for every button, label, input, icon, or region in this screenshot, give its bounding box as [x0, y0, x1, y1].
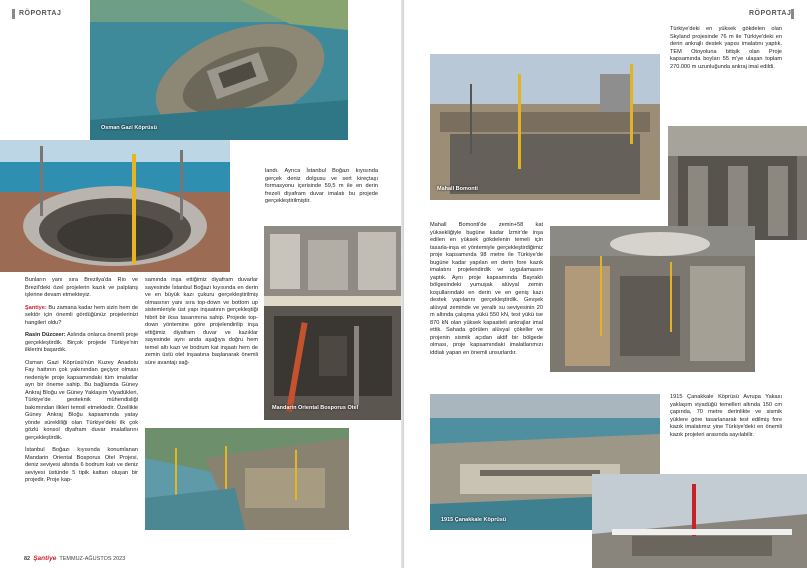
- answer: [25, 332, 138, 355]
- page-footer: [24, 555, 125, 562]
- right-page: [404, 0, 807, 568]
- caption-osman-gazi: Osman Gazi Köprüsü: [101, 125, 157, 131]
- paragraph: İstanbul Boğazı kıyısında konumlanan Mandarin Oriental Bosporus Otel Projesi, deniz seviyesi altında 6 bodrum katı ve deniz seviyesi üstünde 5 tipik kattan oluşan bir projedir. Proje kap-: [25, 447, 138, 483]
- photo-coastal-site: [145, 428, 349, 530]
- section-marker: [12, 9, 15, 19]
- photo-circular-excavation: [0, 140, 230, 272]
- article-column-2: samında inşa ettiğimiz diyafram duvarlar sayesinde İstanbul Boğazı kıyısında en derin ve en büyük kazı çukuru gerçekleştirilmiş olmasının yanı sıra top-down ve bottom up sistemleriyle üst yapı inşaatının gerçekleştiği hibrit bir iksa tasarımına sahip. Projede top-down yöntemine göre projelendirilip inşa ettiğimiz diyafram duvar ve kazıklar sayesinde aynı anda aşağıya doğru hem temel altı kazı ve bodrum kat inşaatı hem de zemin üstü otel inşaatına başlanarak önemli süre avantajı sağ-: [145, 277, 258, 366]
- page-number: 82: [24, 556, 31, 562]
- photo-skyland: [668, 126, 807, 240]
- question: [25, 305, 138, 328]
- article-column-1: [25, 277, 138, 490]
- issue-date: TEMMUZ-AĞUSTOS 2023: [59, 556, 126, 562]
- photo-mandarin-oriental: [264, 226, 402, 420]
- section-tag: RÖPORTAJ: [19, 10, 62, 17]
- answer-text: Aslında onlarca önemli proje gerçekleştirdik. Birçok projede Türkiye'nin ilklerini başardık.: [25, 332, 139, 353]
- section-tag: RÖPORTAJ: [749, 10, 792, 17]
- photo-bridge-closeup: [592, 474, 807, 568]
- article-mahall-text: Mahall Bomonti'de zemin+58 kat yüksekliğiyle bugüne kadar İzmir'de inşa edilen en yüksek gökdelenin temeli için tasarla-inşa et yöntemiyle gerçekleştirdiğimiz proje kapsamında 98 metre ile Türkiye'de bugüne kadar yapılan en derin fore kazık imalatını projelendirdik ve uygulamasını yaptık. Aynı proje kapsamında Bayraklı bölgesindeki yumuşak alüvyal zemin koşullarındaki en derin ve en geniş kazı destek yapılarını gerçekleştirdik. Gevşek alüvyal zeminde ve yeraltı su seviyesinin 20 m altında çalışma yükü 550 kN, test yükü ise 870 kN olan yüksek kapasiteli ankrajlar imal ettik. Sahada görülen alüvyal çökeller ve projenin sismik açıdan aktif bir bölgede olması, proje kapsamındaki imalatlarımızı iddialı yapan en önemli unsurlardır.: [430, 222, 543, 356]
- paragraph: Osman Gazi Köprüsü'nün Kuzey Anadolu Fay hattının çok yakınından geçiyor olması nedeniyle proje kapsamındaki tüm imalatlar ayrı bir öneme sahip. Bu bağlamda Güney Ankraj Bloğu ve Güney Yaklaşım Viyadükleri, Türkiye'de geoteknik mühendisliği bakımından ilkleri temsil etmektedir. Özellikle Güney Ankraj Bloğu kapsamında yatay yönde sürekliliği olan Türkiye'deki ilk çok gözlü konsol diyafram duvar imalatlarını gerçekleştirdik.: [25, 359, 138, 441]
- section-marker: [791, 9, 794, 19]
- article-skyland-text: Türkiye'deki en yüksek gökdelen olan Skyland projesinde 76 m ile Türkiye'deki en derin ankrajlı destek yapısı imalatını yaptık. TEM Otoyoluna bitişik olan Proje kapsamında boyları 55 m'ye ulaşan toplam 270.000 m uzunluğunda ankraj imal edildi.: [670, 26, 782, 70]
- caption-mahall: Mahall Bomonti: [437, 186, 478, 192]
- question-text: Bu zamana kadar hem sizin hem de sektör için önemli gördüğünüz projelerinizi hangileri oldu?: [25, 304, 138, 326]
- photo-osman-gazi: [90, 0, 348, 140]
- question-label: Şantiye:: [25, 304, 47, 311]
- article-column-3: landı. Ayrıca İstanbul Boğazı kıyısında gerçek deniz dolgusu ve sert kireçtaşı formasyonu içerisinde 59,5 m ile en derin frezeli diyafram duvar imalatı bu projede gerçekleştirilmiştir.: [265, 168, 378, 204]
- photo-aerial-construction: [550, 226, 755, 372]
- article-canakkale-text: 1915 Çanakkale Köprüsü Avrupa Yakası yaklaşım viyadüğü temelleri altında 150 cm çapında, 70 metre derinlikte ve sismik yüklere göre tasarlanarak test edilmiş fore kazık imalatımız yine Türkiye'deki en önemli kazık projeleri arasında sayılabilir.: [670, 394, 782, 438]
- magazine-logo: Şantiye: [33, 555, 57, 562]
- photo-mahall-bomonti: [430, 54, 660, 200]
- caption-mandarin: Mandarin Oriental Bosporus Otel: [272, 405, 359, 411]
- caption-canakkale: 1915 Çanakkale Köprüsü: [441, 517, 507, 523]
- paragraph: Bunların yanı sıra Brezilya'da Rio ve Brezil'deki özel projelerin kazık ve palplanş işlerine devam etmekteyiz.: [25, 277, 138, 298]
- answer-label: Rasin Düzceer:: [25, 332, 66, 338]
- left-page: [0, 0, 403, 568]
